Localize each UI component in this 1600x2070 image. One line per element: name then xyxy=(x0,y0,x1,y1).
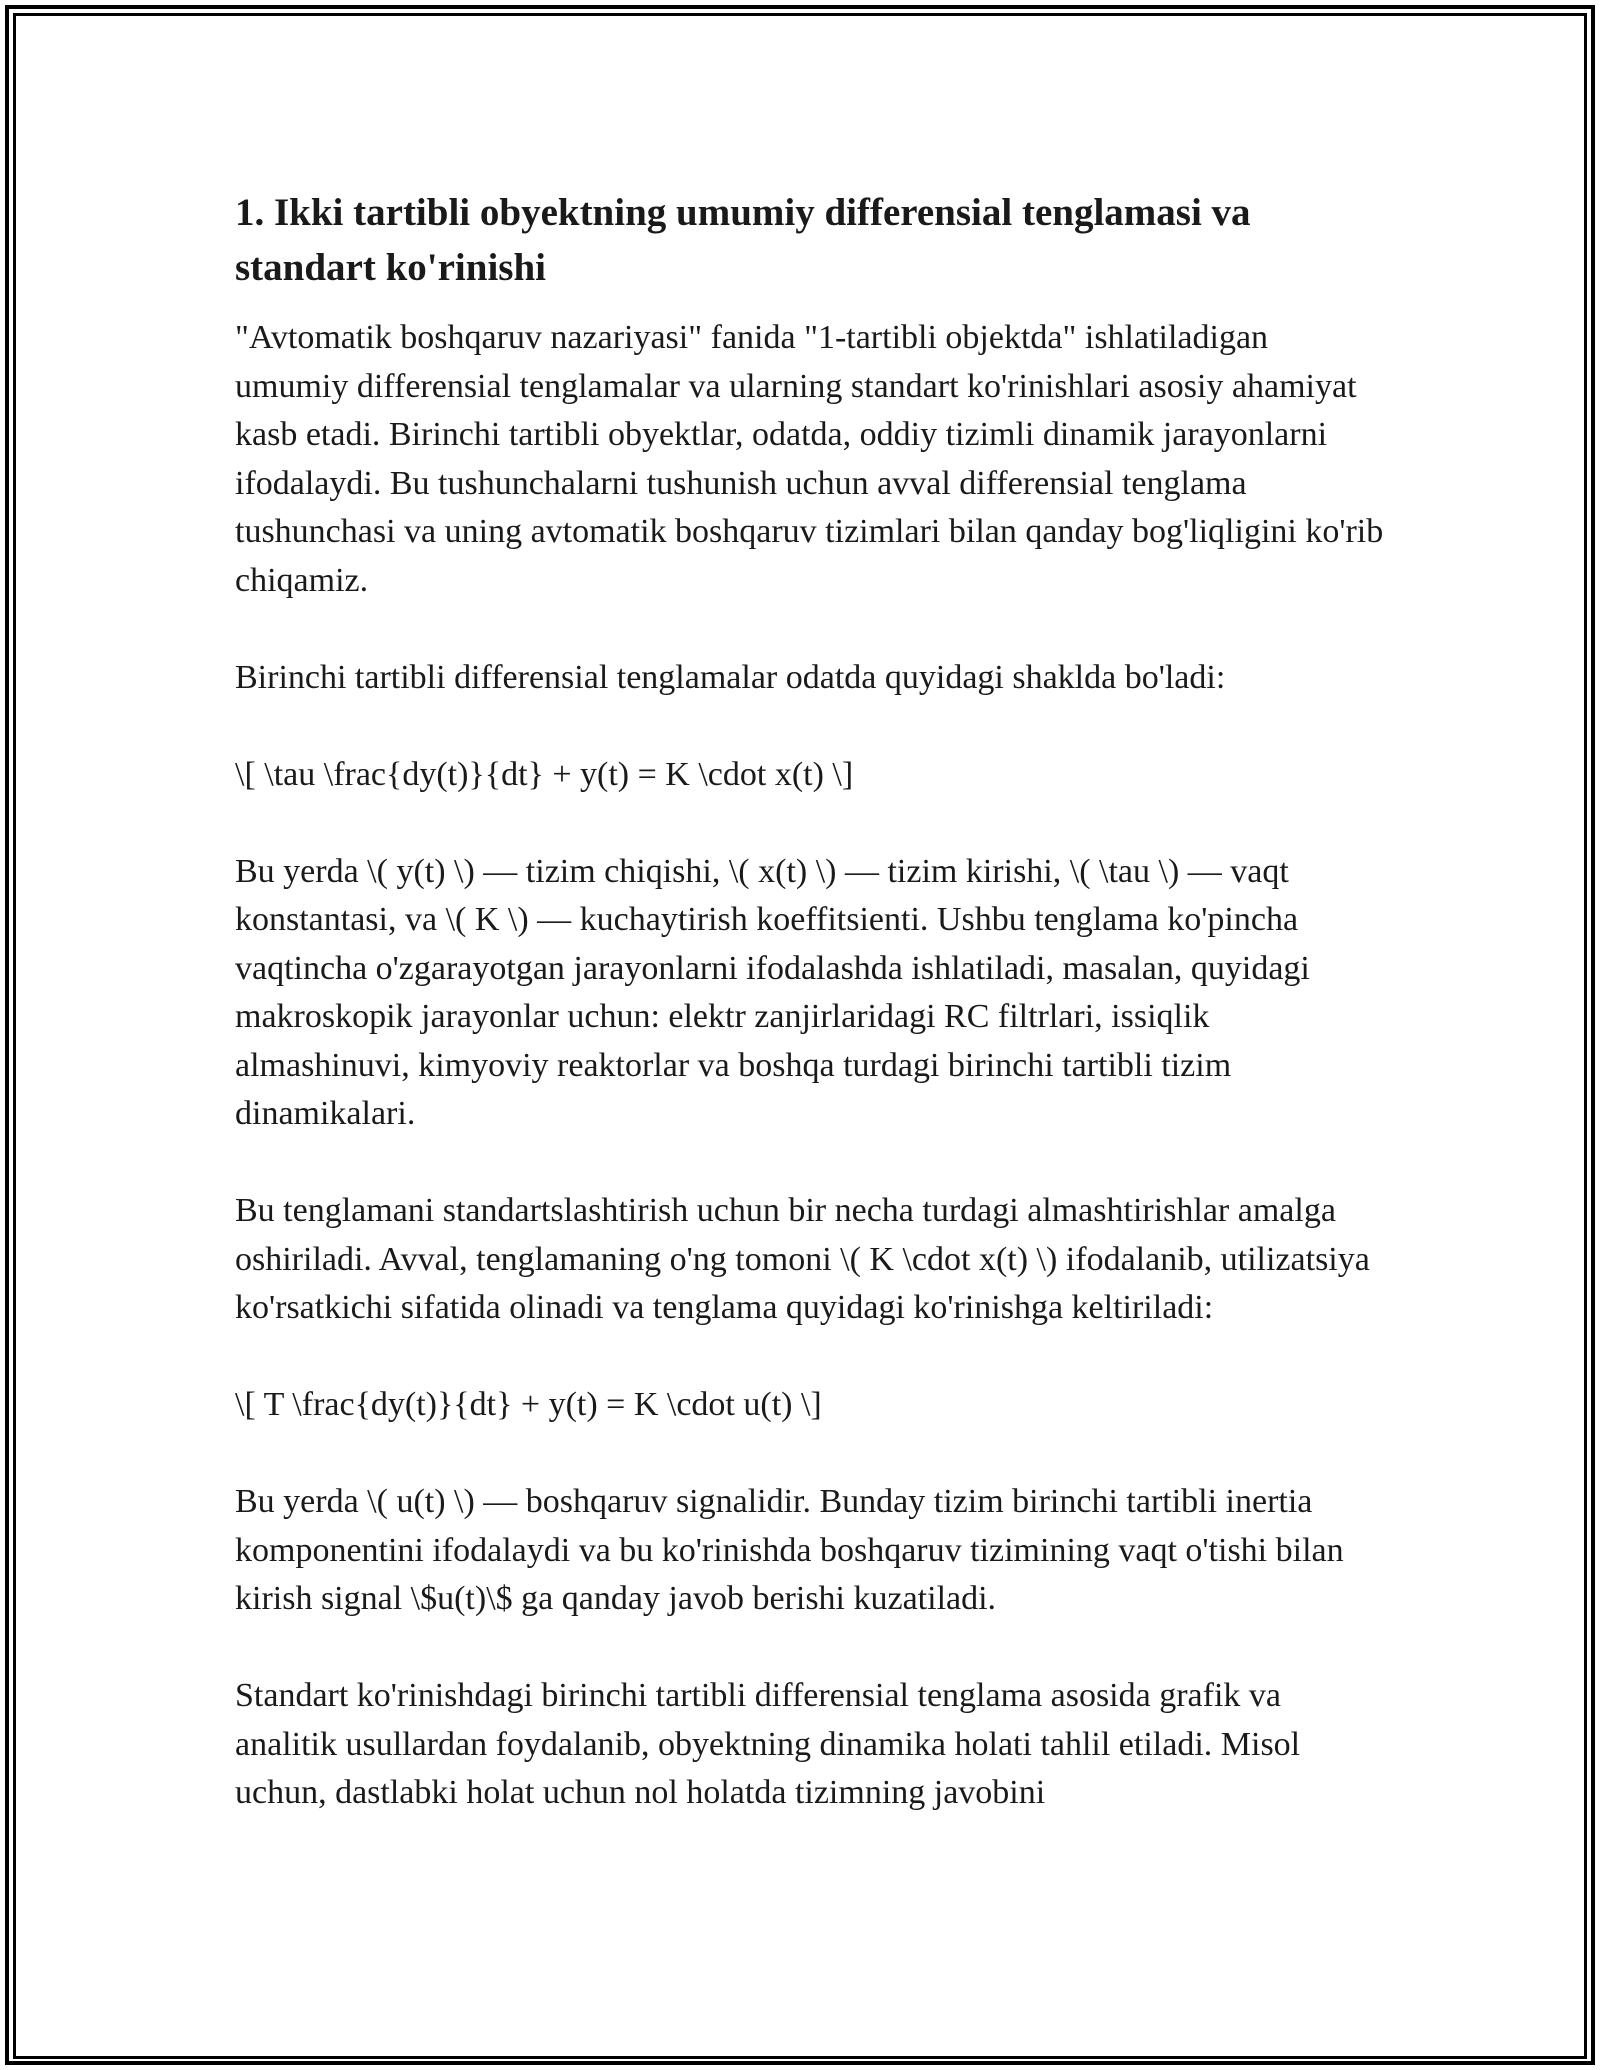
equation-first-order: \[ \tau \frac{dy(t)}{dt} + y(t) = K \cdot x(t) \] xyxy=(235,755,854,793)
equation-standard-form: \[ T \frac{dy(t)}{dt} + y(t) = K \cdot u(t) \] xyxy=(235,1386,822,1423)
section-heading: 1. Ikki tartibli obyektning umumiy differensial tenglamasi va standart ko'rinishi xyxy=(235,191,1251,289)
document-body xyxy=(235,185,1385,1866)
intro-paragraph: "Avtomatik boshqaruv nazariyasi" fanida "1-tartibli objektda" ishlatiladigan umumiy differensial tenglamalar va ularning standart ko'rinishlari asosiy ahamiyat kasb etadi. Birinchi tartibli obyektlar, odatda, oddiy tizimli dinamik jarayonlarni ifodalaydi. Bu tushunchalarni tushunish uchun avval differensial tenglama tushunchasi va uning avtomatik boshqaruv tizimlari bilan qanday bog'liqligini ko'rib chiqamiz. xyxy=(235,319,1384,599)
equation-intro-paragraph: Birinchi tartibli differensial tenglamalar odatda quyidagi shaklda bo'ladi: xyxy=(235,658,1226,696)
analysis-paragraph: Standart ko'rinishdagi birinchi tartibli differensial tenglama asosida grafik va analitik usullardan foydalanib, obyektning dinamika holati tahlil etiladi. Misol uchun, dastlabki holat uchun nol holatda tizimning javobini xyxy=(235,1677,1301,1811)
standardization-paragraph: Bu tenglamani standartslashtirish uchun bir necha turdagi almashtirishlar amalga oshiriladi. Avval, tenglamaning o'ng tomoni \( K \cdot x(t) \) ifodalanib, utilizatsiya ko'rsatkichi sifatida olinadi va tenglama quyidagi ko'rinishga keltiriladi: xyxy=(235,1192,1370,1326)
control-signal-paragraph: Bu yerda \( u(t) \) — boshqaruv signalidir. Bunday tizim birinchi tartibli inertia komponentini ifodalaydi va bu ko'rinishda boshqaruv tizimining vaqt o'tishi bilan kirish signal \$u(t)\$ ga qanday javob berishi kuzatiladi. xyxy=(235,1483,1344,1617)
variables-paragraph: Bu yerda \( y(t) \) — tizim chiqishi, \( x(t) \) — tizim kirishi, \( \tau \) — vaqt konstantasi, va \( K \) — kuchaytirish koeffitsienti. Ushbu tenglama ko'pincha vaqtincha o'zgarayotgan jarayonlarni ifodalashda ishlatiladi, masalan, quyidagi makroskopik jarayonlar uchun: elektr zanjirlaridagi RC filtrlari, issiqlik almashinuvi, kimyoviy reaktorlar va boshqa turdagi birinchi tartibli tizim dinamikalari. xyxy=(235,852,1310,1132)
